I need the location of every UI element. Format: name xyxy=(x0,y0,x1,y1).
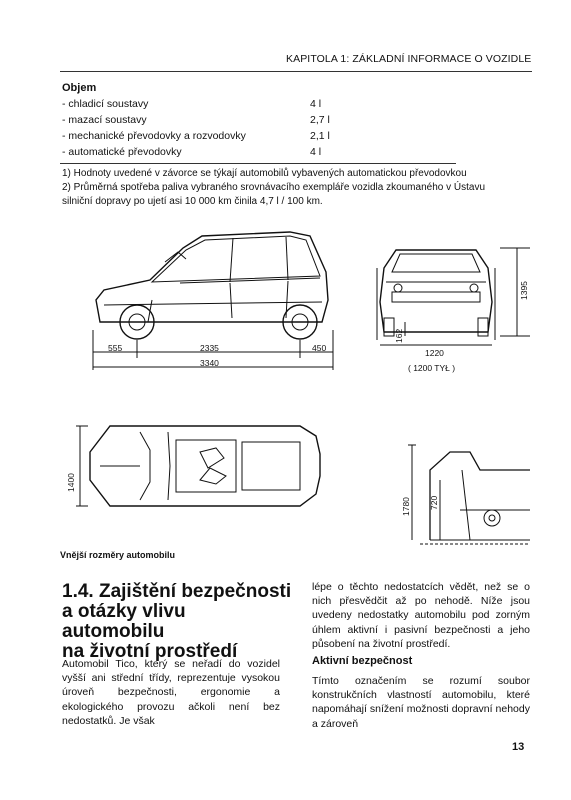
car-rear-partial-view xyxy=(430,452,530,540)
dim-rear-sill: 720 xyxy=(429,495,439,510)
footnote-2a: 2) Průměrná spotřeba paliva vybraného srovnávacího exempláře vozidla zkoumaného v Ústavu xyxy=(62,182,486,193)
volume-label: - chladicí soustavy xyxy=(62,98,149,110)
car-front-view xyxy=(380,250,492,336)
dim-rear-height: 1780 xyxy=(401,497,411,516)
volume-value: 4 l xyxy=(310,98,322,110)
subheading: Aktivní bezpečnost xyxy=(312,655,413,667)
volume-label: - mechanické převodovky a rozvodovky xyxy=(62,130,246,142)
volumes-title: Objem xyxy=(62,82,97,94)
dim-width-auto: ( 1200 TYŁ ) xyxy=(408,363,456,373)
car-top-view xyxy=(90,426,320,506)
section-title-line: na životní prostředí xyxy=(62,641,238,662)
volume-value: 4 l xyxy=(310,146,322,158)
dim-front-width: 1220 xyxy=(425,348,444,358)
dim-front-overhang: 555 xyxy=(108,343,123,353)
dim-rear-overhang: 450 xyxy=(312,343,327,353)
volume-value: 2,1 l xyxy=(310,130,330,142)
body-text-right: lépe o těchto nedostatcích vědět, než se o nich přesvědčit až po nehodě. Níže jsou uvedeny nedostatky automobilu pod zorným úhlem aktivní i pasivní bezpečnosti a jeho působení na životní prostředí. xyxy=(312,581,530,650)
footnote-1: 1) Hodnoty uvedené v závorce se týkají automobilů vybavených automatickou převodovkou xyxy=(62,168,467,179)
car-side-view xyxy=(96,232,328,339)
body-text-left: Automobil Tico, který se neřadí do vozidel vyšší ani střední třídy, reprezentuje vysokou úroveň bezpečnosti, ergonomie a ekologického provozu ačkoli není bez nedostatků. Je však xyxy=(62,658,280,727)
section-title xyxy=(62,582,292,662)
chapter-header: KAPITOLA 1: ZÁKLADNÍ INFORMACE O VOZIDLE xyxy=(286,53,532,65)
dim-height: 1395 xyxy=(519,281,529,300)
dim-ground-clearance: 162 xyxy=(394,328,404,343)
volume-label: - mazací soustavy xyxy=(62,114,147,126)
dim-wheelbase: 2335 xyxy=(200,343,219,353)
section-title-line: a otázky vlivu automobilu xyxy=(62,601,186,642)
volume-value: 2,7 l xyxy=(310,114,330,126)
dim-total-length: 3340 xyxy=(200,358,219,368)
dim-track-width: 1400 xyxy=(66,473,76,492)
body-text-right-2: Tímto označením se rozumí soubor konstrukčních vlastností automobilu, které napomáhají snížení možnosti dopravní nehody a zároveň xyxy=(312,675,530,730)
footnote-2b: silniční dopravy po ujetí asi 10 000 km činila 4,7 l / 100 km. xyxy=(62,196,323,207)
section-title-line: 1.4. Zajištění bezpečnosti xyxy=(62,581,292,602)
figure-caption: Vnější rozměry automobilu xyxy=(60,550,176,560)
volume-label: - automatické převodovky xyxy=(62,146,182,158)
page-number: 13 xyxy=(512,741,525,753)
